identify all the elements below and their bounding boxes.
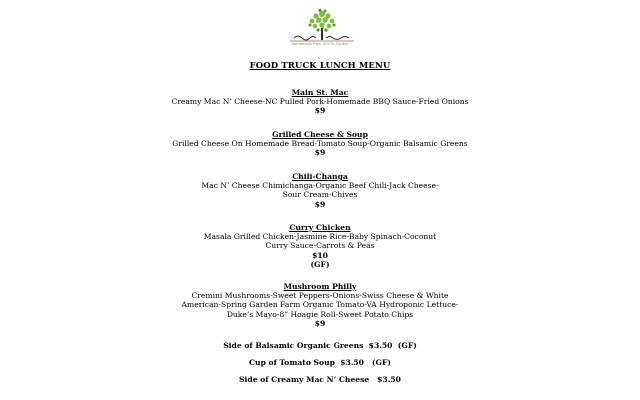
item-name: Chili-Changa [292, 172, 348, 181]
item-description: Mac N’ Cheese Chimichanga-Organic Beef Chili-Jack Cheese-Sour Cream-Chives [201, 181, 439, 200]
item-price: $9 [314, 106, 326, 116]
side-item: Side of Creamy Mac N’ Cheese $3.50 [239, 375, 401, 384]
item-price: $9 [314, 199, 326, 209]
menu-item [180, 282, 460, 328]
side-item: Side of Balsamic Organic Greens $3.50 (GF) [223, 341, 417, 350]
menu-item [196, 223, 444, 269]
item-description: Grilled Cheese On Homemade Bread-Tomato Soup-Organic Balsamic Greens [172, 139, 468, 149]
item-name: Grilled Cheese & Soup [272, 130, 368, 139]
item-description: Masala Grilled Chicken-Jasmine Rice-Baby Spinach-Coconut Curry Sauce-Carrots & Peas [203, 232, 437, 251]
menu-item [200, 172, 440, 209]
side-item: Cup of Tomato Soup $3.50 (GF) [249, 358, 391, 367]
item-description: Creamy Mac N’ Cheese-NC Pulled Pork-Homemade BBQ Sauce-Fried Onions [171, 97, 469, 107]
item-name: Mushroom Philly [283, 282, 357, 291]
item-name: Curry Chicken [289, 223, 351, 232]
item-description: Cremini Mushrooms-Sweet Peppers-Onions-Swiss Cheese & White American-Spring Garden Farm Organic Tomato-VA Hydroponic Lettuce-Duke’s Mayo-8” Hoagie Roll-Sweet Potato Chips [181, 291, 459, 319]
logo-tagline: Homemade From Grill To Garden [291, 42, 349, 46]
menu-item [170, 130, 470, 158]
item-dietary-note: (GF) [310, 259, 330, 269]
menu-title: FOOD TRUCK LUNCH MENU [249, 61, 391, 71]
item-price: $9 [314, 148, 326, 158]
item-name: Main St. Mac [291, 88, 349, 97]
item-price: $9 [314, 318, 326, 328]
item-price: $10 [312, 250, 328, 260]
menu-item [170, 88, 470, 116]
